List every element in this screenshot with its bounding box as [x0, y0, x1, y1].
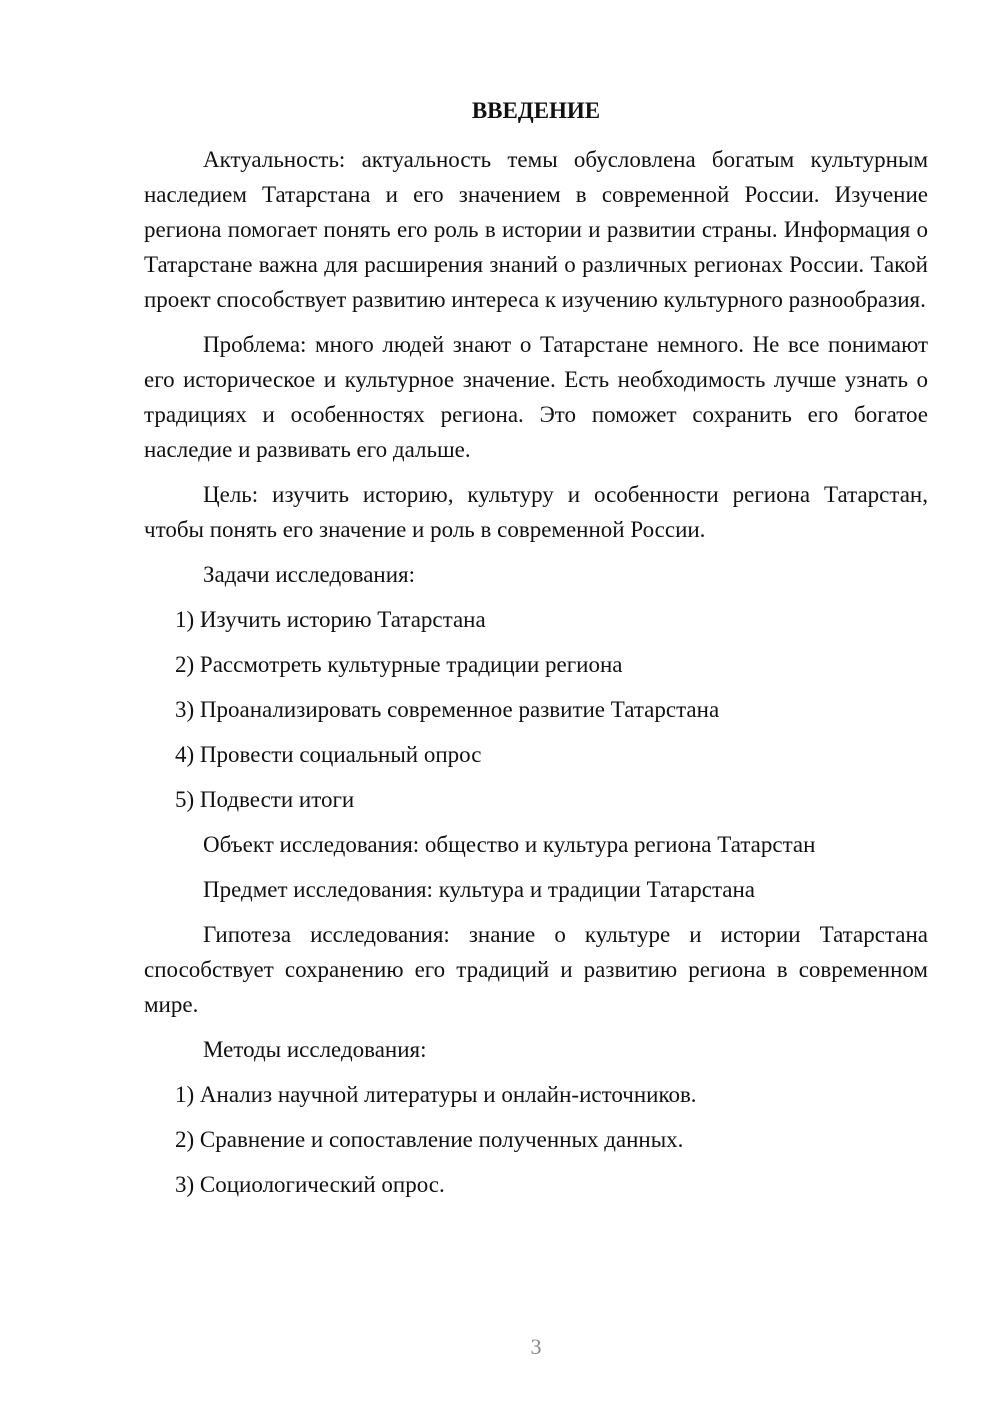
problem-paragraph: Проблема: много людей знают о Татарстане немного. Не все понимают его историческое и культурное значение. Есть необходимость лучше узнать о традициях и особенностях региона. Это поможет сохранить его богатое наследие и развивать его дальше.	[144, 332, 928, 462]
task-item: 3) Проанализировать современное развитие Татарстана	[175, 697, 720, 722]
task-item: 5) Подвести итоги	[175, 787, 355, 812]
goal-paragraph: Цель: изучить историю, культуру и особенности региона Татарстан, чтобы понять его значение и роль в современной России.	[144, 482, 928, 542]
task-item: 2) Рассмотреть культурные традиции региона	[175, 652, 623, 677]
subject-line: Предмет исследования: культура и традиции Татарстана	[203, 877, 756, 902]
hypothesis-paragraph: Гипотеза исследования: знание о культуре и истории Татарстана способствует сохранению его традиций и развитию региона в современном мире.	[144, 922, 928, 1017]
task-item: 4) Провести социальный опрос	[175, 742, 482, 767]
tasks-label: Задачи исследования:	[203, 562, 416, 587]
method-item: 3) Социологический опрос.	[175, 1172, 445, 1197]
method-item: 2) Сравнение и сопоставление полученных данных.	[175, 1127, 684, 1152]
relevance-paragraph: Актуальность: актуальность темы обусловлена богатым культурным наследием Татарстана и его значением в современной России. Изучение региона помогает понять его роль в истории и развитии страны. Информация о Татарстане важна для расширения знаний о различных регионах России. Такой проект способствует развитию интереса к изучению культурного разнообразия.	[144, 147, 928, 312]
methods-label: Методы исследования:	[203, 1037, 427, 1062]
object-line: Объект исследования: общество и культура региона Татарстан	[203, 832, 816, 857]
task-item: 1) Изучить историю Татарстана	[175, 607, 486, 632]
method-item: 1) Анализ научной литературы и онлайн-источников.	[175, 1082, 697, 1107]
page-number: 3	[530, 1334, 542, 1359]
document-page	[144, 96, 928, 1212]
page-heading: ВВЕДЕНИЕ	[471, 98, 601, 123]
